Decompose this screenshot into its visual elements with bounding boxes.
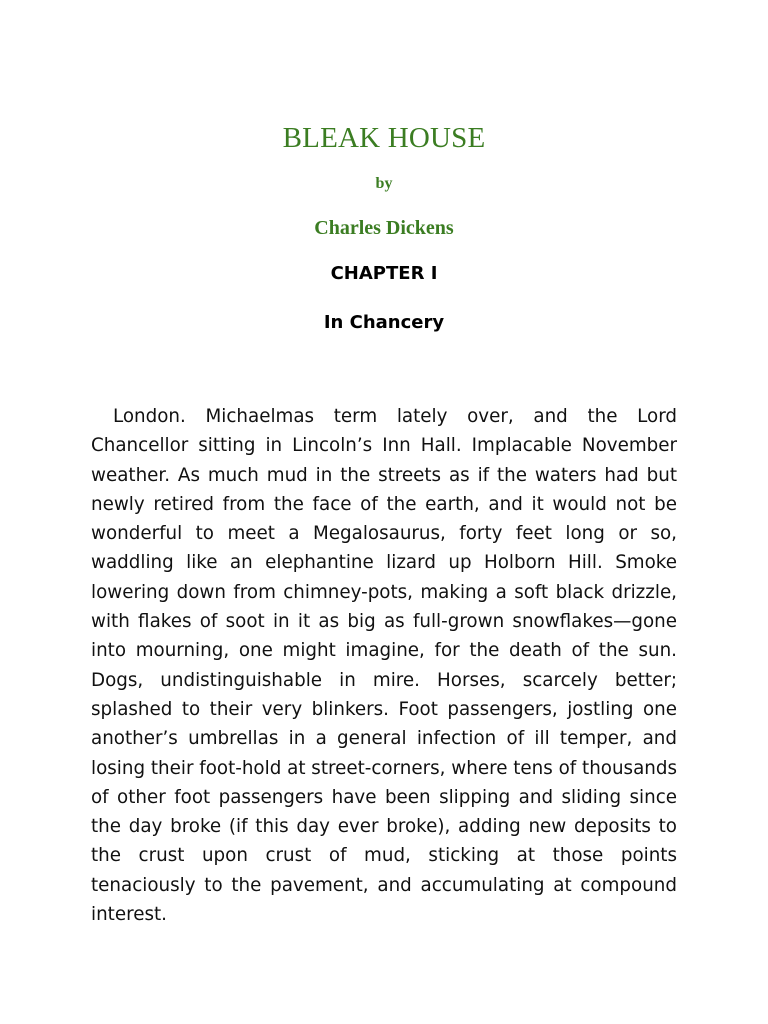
byline: by [375, 175, 393, 192]
chapter-title: In Chancery [323, 312, 445, 333]
chapter-heading: CHAPTER I [330, 263, 438, 284]
body-paragraph: London. Michaelmas term lately over, and the Lord Chancellor sitting in Lincoln’s Inn Hall. Implacable November weather. As much mud in the streets as if the waters had but newly retired from the face of the earth, and it would not be wonderful to meet a Megalosaurus, forty feet long or so, waddling like an elephantine lizard up Holborn Hill. Smoke lowering down from chimney-pots, making a soft black drizzle, with flakes of soot in it as big as full-grown snowflakes—gone into mourning, one might imagine, for the death of the sun. Dogs, undistinguishable in mire. Horses, scarcely better; splashed to their very blinkers. Foot passengers, jostling one another’s umbrellas in a general infection of ill temper, and losing their foot-hold at street-corners, where tens of thousands of other foot passengers have been slipping and sliding since the day broke (if this day ever broke), adding new deposits to the crust upon crust of mud, sticking at those points tenaciously to the pavement, and accumulating at compound interest. [91, 406, 677, 926]
book-title: BLEAK HOUSE [282, 122, 486, 154]
author-name: Charles Dickens [314, 217, 454, 239]
